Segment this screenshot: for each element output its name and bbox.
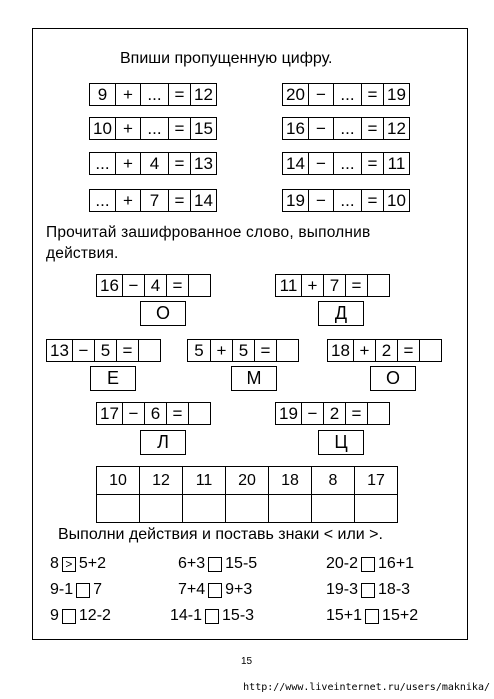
comparison-3: 20-2 16+1: [326, 555, 415, 572]
task1-right-eq-4: 19 − ... = 10: [282, 189, 410, 212]
sign-box[interactable]: [361, 557, 375, 572]
page-number: 15: [241, 656, 253, 667]
task1-left-eq-4: ... + 7 = 14: [89, 189, 217, 212]
task3-title: Выполни действия и поставь знаки < или >.: [58, 526, 383, 543]
answer-number: 11: [183, 467, 226, 495]
task1-right-eq-2: 16 − ... = 12: [282, 117, 410, 140]
answer-letter-cell[interactable]: [226, 495, 269, 523]
answer-number: 12: [140, 467, 183, 495]
answer-letter-cell[interactable]: [140, 495, 183, 523]
answer-letter-cell[interactable]: [97, 495, 140, 523]
footer-url: http://www.liveinternet.ru/users/maknika/: [243, 682, 490, 693]
sign-box[interactable]: >: [62, 557, 76, 572]
sign-box[interactable]: [205, 609, 219, 624]
cipher-letter-5: О: [370, 366, 416, 391]
cipher-letter-1: О: [140, 301, 186, 326]
comparison-1: 8 > 5+2: [50, 555, 107, 572]
answer-number: 18: [269, 467, 312, 495]
cipher-letter-4: М: [231, 366, 277, 391]
answer-letter-cell[interactable]: [312, 495, 355, 523]
cipher-letter-7: Ц: [318, 430, 364, 455]
sign-box[interactable]: [208, 557, 222, 572]
comparison-6: 19-3 18-3: [326, 581, 411, 598]
task1-left-eq-1: 9 + ... = 12: [89, 83, 217, 106]
sign-box[interactable]: [208, 583, 222, 598]
cipher-eq-7: 19 − 2 =: [275, 402, 390, 425]
cipher-eq-2: 11 + 7 =: [275, 274, 390, 297]
answer-number: 8: [312, 467, 355, 495]
comparison-4: 9-1 7: [50, 581, 103, 598]
answer-number: 17: [355, 467, 398, 495]
cipher-eq-1: 16 − 4 =: [96, 274, 211, 297]
task1-right-eq-1: 20 − ... = 19: [282, 83, 410, 106]
task1-title: Впиши пропущенную цифру.: [120, 50, 333, 67]
cipher-letter-6: Л: [140, 430, 186, 455]
sign-box[interactable]: [361, 583, 375, 598]
sign-box[interactable]: [365, 609, 379, 624]
decode-answer-grid: [96, 466, 398, 523]
cipher-eq-6: 17 − 6 =: [96, 402, 211, 425]
comparison-8: 14-1 15-3: [170, 607, 255, 624]
task1-right-eq-3: 14 − ... = 11: [282, 152, 410, 175]
comparison-5: 7+4 9+3: [178, 581, 253, 598]
answer-numbers-row: [97, 467, 398, 495]
task1-left-eq-2: 10 + ... = 15: [89, 117, 217, 140]
sign-box[interactable]: [62, 609, 76, 624]
answer-letter-cell[interactable]: [183, 495, 226, 523]
sign-box[interactable]: [76, 583, 90, 598]
cipher-eq-3: 13 − 5 =: [46, 339, 161, 362]
comparison-7: 9 12-2: [50, 607, 111, 624]
cipher-letter-2: Д: [318, 301, 364, 326]
comparison-2: 6+3 15-5: [178, 555, 258, 572]
answer-number: 10: [97, 467, 140, 495]
answer-letters-row: [97, 495, 398, 523]
cipher-eq-4: 5 + 5 =: [187, 339, 299, 362]
task2-instruction-line-1: Прочитай зашифрованное слово, выполнив: [46, 224, 371, 241]
comparison-9: 15+1 15+2: [326, 607, 419, 624]
cipher-eq-5: 18 + 2 =: [327, 339, 442, 362]
answer-letter-cell[interactable]: [269, 495, 312, 523]
answer-number: 20: [226, 467, 269, 495]
task2-instruction-line-2: действия.: [46, 245, 119, 262]
answer-letter-cell[interactable]: [355, 495, 398, 523]
cipher-letter-3: Е: [90, 366, 136, 391]
task1-left-eq-3: ... + 4 = 13: [89, 152, 217, 175]
